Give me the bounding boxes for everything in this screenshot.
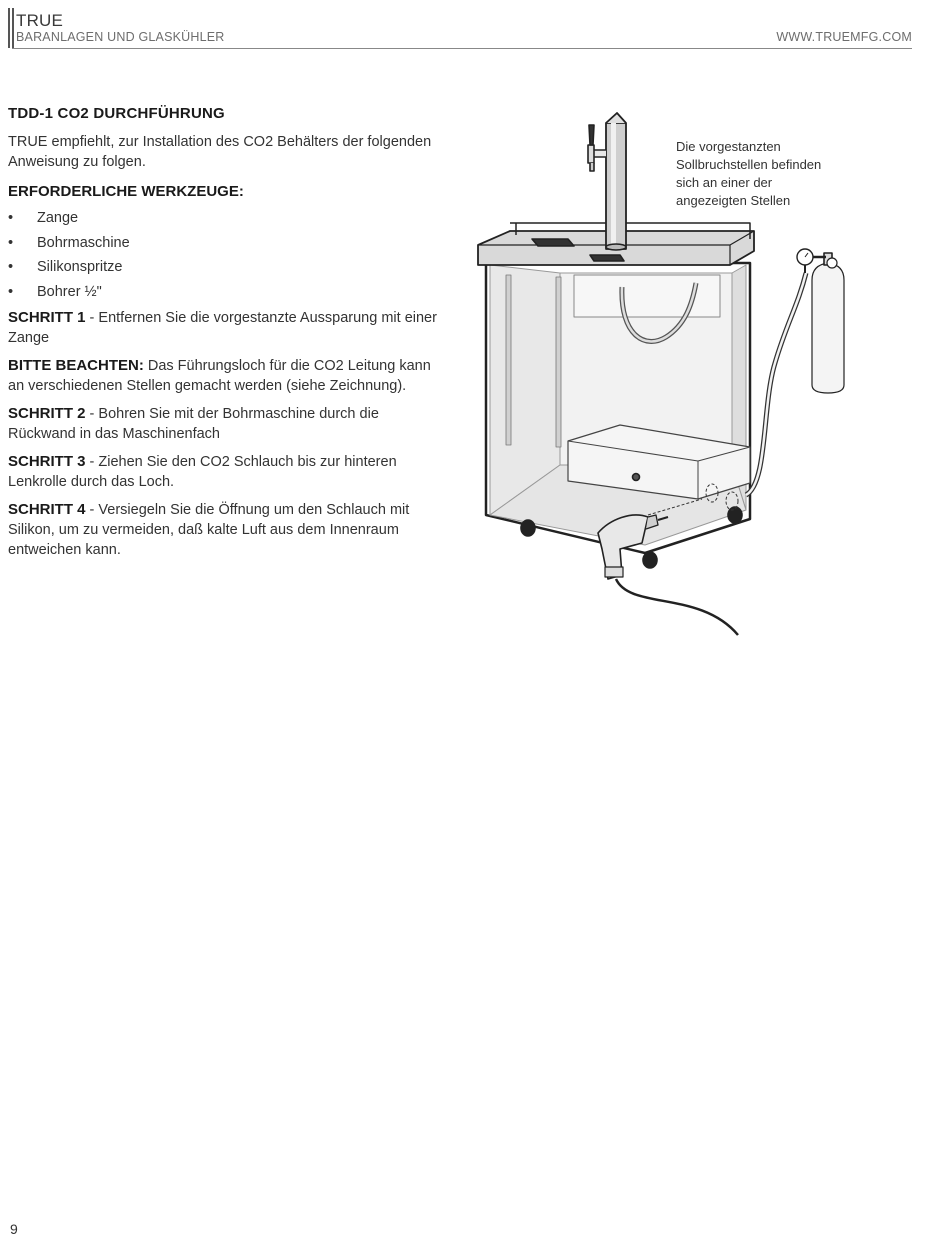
step-label: SCHRITT 3	[8, 452, 86, 470]
instructions-column	[8, 104, 448, 568]
step-text: - Bohren Sie mit der Bohrmaschine durch die Rückwand in das Maschinenfach	[8, 405, 379, 442]
header-accent-bar	[8, 8, 10, 48]
step-2	[8, 404, 448, 444]
tool-item	[8, 257, 448, 277]
step-label: SCHRITT 2	[8, 404, 86, 422]
page-number: 9	[10, 1221, 18, 1237]
tool-label: Bohrmaschine	[37, 234, 130, 251]
page-header	[8, 8, 912, 49]
tools-list	[8, 208, 448, 302]
bullet-icon: •	[8, 283, 14, 300]
step-label: BITTE BEACHTEN:	[8, 356, 144, 374]
bullet-icon: •	[8, 210, 14, 226]
step-text: Das Führungsloch für die CO2 Leitung kann an verschiedenen Stellen gemacht werden (siehe Zeichnung).	[8, 357, 431, 394]
step-label: SCHRITT 1	[8, 308, 86, 326]
tools-heading: ERFORDERLICHE WERKZEUGE:	[8, 183, 244, 200]
bullet-icon: •	[8, 234, 14, 251]
header-divider	[12, 48, 912, 49]
step-text: - Entfernen Sie die vorgestanzte Aussparung mit einer Zange	[8, 309, 437, 346]
step-label: SCHRITT 4	[8, 500, 86, 518]
tool-label: Zange	[37, 210, 79, 226]
header-website: WWW.TRUEMFG.COM	[776, 30, 912, 44]
tool-item	[8, 233, 448, 253]
intro-paragraph: TRUE empfiehlt, zur Installation des CO2 Behälters der folgenden Anweisung zu folgen.	[8, 134, 432, 170]
step-4	[8, 500, 448, 560]
tool-item	[8, 208, 448, 228]
knockout-callout: Die vorgestanzten Sollbruchstellen befinden sich an einer der angezeigten Stellen	[676, 139, 822, 208]
tool-label: Silikonspritze	[37, 259, 123, 275]
section-title: TDD-1 CO2 DURCHFÜHRUNG	[8, 105, 225, 122]
step-text: - Versiegeln Sie die Öffnung um den Schlauch mit Silikon, um zu vermeiden, daß kalte Luft aus dem Innenraum entweichen kann.	[8, 501, 410, 558]
step-3	[8, 452, 448, 492]
header-subtitle: BARANLAGEN UND GLASKÜHLER	[16, 30, 225, 44]
step-1	[8, 308, 448, 348]
bullet-icon: •	[8, 259, 14, 275]
step-note	[8, 356, 448, 396]
step-text: - Ziehen Sie den CO2 Schlauch bis zur hinteren Lenkrolle durch das Loch.	[8, 453, 397, 490]
brand-name: TRUE	[16, 11, 64, 30]
tool-label: Bohrer ½"	[37, 283, 102, 300]
header-accent-bar	[12, 8, 14, 48]
tool-item	[8, 282, 448, 302]
